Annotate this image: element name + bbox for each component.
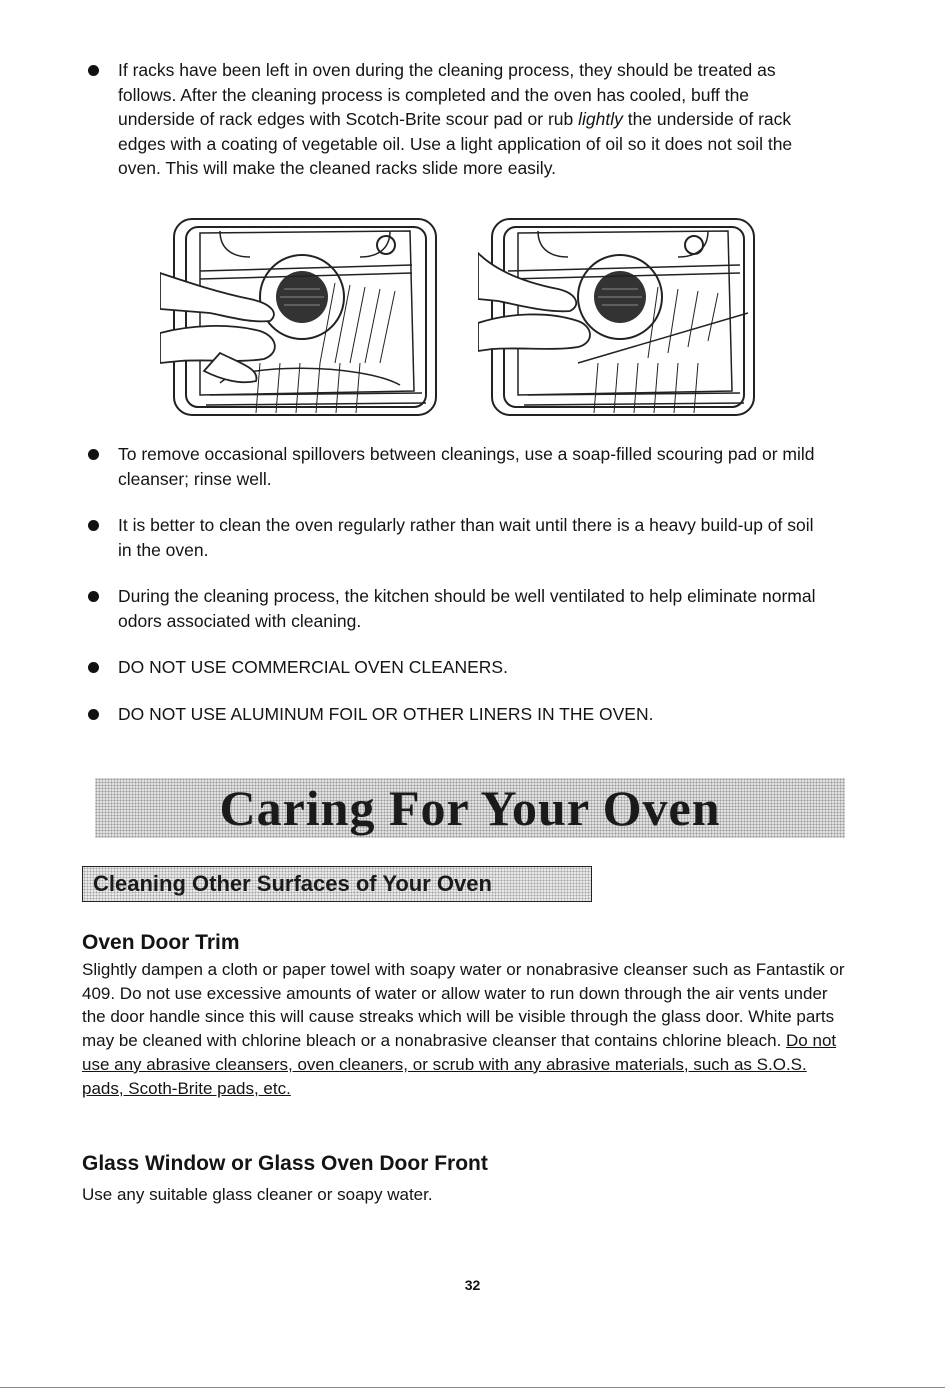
bullet-item [88, 655, 828, 680]
oven-rack-illustrations [160, 213, 760, 423]
subsection-header [82, 866, 592, 902]
bullet-item [88, 584, 828, 633]
bullet-text: To remove occasional spillovers between cleanings, use a soap-filled scouring pad or mild cleanser; rinse well. [118, 444, 815, 489]
oven-door-trim-body [82, 958, 850, 1100]
rack-text-part2: the underside of rack edges with a coating of vegetable oil. Use a light application of oil so it does not soil the oven. This will make the cleaned racks slide more easily. [118, 109, 793, 178]
hand-oiling-rack-illustration [478, 213, 760, 423]
bullet-dot-icon [88, 65, 99, 76]
bullet-text: During the cleaning process, the kitchen should be well ventilated to help eliminate normal odors associated with cleaning. [118, 586, 816, 631]
bullet-item [88, 442, 828, 491]
bullet-dot-icon [88, 662, 99, 673]
bullet-dot-icon [88, 709, 99, 720]
subsection-title: Cleaning Other Surfaces of Your Oven [93, 871, 492, 896]
bullet-text: DO NOT USE COMMERCIAL OVEN CLEANERS. [118, 657, 508, 677]
oven-door-trim-warning: Do not use any abrasive cleansers, oven cleaners, or scrub with any abrasive materials, such as S.O.S. pads, Scoth-Brite pads, etc. [82, 1031, 837, 1098]
bullet-item [88, 58, 828, 181]
bullet-item [88, 702, 828, 727]
section-title: Caring For Your Oven [219, 780, 721, 836]
hand-scrubbing-rack-illustration [160, 213, 442, 423]
bullet-item [88, 513, 828, 562]
page-number: 32 [464, 1277, 481, 1293]
glass-window-body: Use any suitable glass cleaner or soapy water. [82, 1185, 433, 1204]
bullet-text: DO NOT USE ALUMINUM FOIL OR OTHER LINERS IN THE OVEN. [118, 703, 654, 724]
rack-text-emphasis: lightly [578, 109, 623, 129]
bullet-dot-icon [88, 520, 99, 531]
page-edge-rule [0, 1387, 945, 1388]
glass-window-heading: Glass Window or Glass Oven Door Front [82, 1152, 488, 1175]
rack-text-part1: If racks have been left in oven during the cleaning process, they should be treated as follows. After the cleaning process is completed and the oven has cooled, buff the underside of rack edges with Scotch-Brite scour pad or rub [118, 60, 776, 129]
oven-door-trim-text: Slightly dampen a cloth or paper towel with soapy water or nonabrasive cleanser such as Fantastik or 409. Do not use excessive amounts of water or allow water to run down through the air vents under the door handle since this will cause streaks which will be visible through the glass door. White parts may be cleaned with chlorine bleach or a nonabrasive cleanser that contains chlorine bleach. [82, 960, 845, 1051]
cleaning-tips-list [88, 442, 828, 748]
rack-treatment-bullet [88, 58, 828, 181]
bullet-dot-icon [88, 449, 99, 460]
section-banner [95, 778, 845, 838]
oven-door-trim-heading: Oven Door Trim [82, 931, 240, 954]
bullet-dot-icon [88, 591, 99, 602]
bullet-text: It is better to clean the oven regularly rather than wait until there is a heavy build-up of soil in the oven. [118, 515, 814, 560]
